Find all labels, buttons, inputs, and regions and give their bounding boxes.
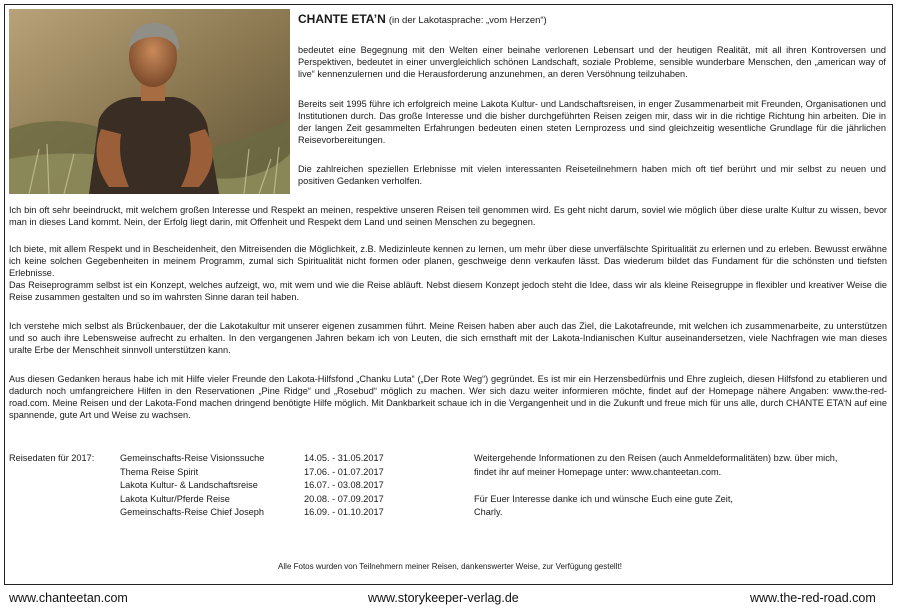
trip-date: 14.05. - 31.05.2017 xyxy=(304,453,384,463)
info-thanks-line: Für Euer Interesse danke ich und wünsche Euch eine gute Zeit, xyxy=(474,493,733,504)
trip-name: Gemeinschafts-Reise Visionssuche xyxy=(120,453,265,463)
intro-paragraph: bedeutet eine Begegnung mit den Welten einer beinahe verlorenen Lebensart und der heutigen Realität, mit all ihren Kontroversen und Perspektiven, bedeutet in einer unvergleichlich schönen Landschaft, soziale Probleme, sensible wunderbare Menschen, den „american way of live“ kennenzulernen und die Herausforderung anzunehmen, an deren Versöhnung teilzuhaben. xyxy=(298,45,886,79)
bridge-builder-paragraph: Ich verstehe mich selbst als Brückenbauer, der die Lakotakultur mit unserer eigenen zusammen führt. Meine Reisen haben aber auch das Ziel, die Lakotafreunde, mit welchen ich zusammenarbeite, zu unterstützen und so auch ihre Lebensweise aufrecht zu erhalten. In den vergangenen Jahren bekam ich von Leuten, die sich ernsthaft mit der Lakota-Indianischen Kultur auseinandersetzen, viele Nachfragen wie man dieses uralte Erbe der Menschheit sinnvoll unterstützen kann. xyxy=(9,321,887,355)
offer-paragraph-part-1: Ich biete, mit allem Respekt und in Bescheidenheit, den Mitreisenden die Möglichkeit, z.B. Medizinleute kennen zu lernen, um mehr über diese unverfälschte Spiritualität zu erlernen und zu erleben. Bewusst erwähne ich keine solchen Gegebenheiten in meinem Programm, zumal sich Spiritualität nicht formen oder planen, geschweige denn verkaufen lässt. Das wiederum bildet das Fundament für die schönsten und tiefsten Erlebnisse. xyxy=(9,244,887,278)
trip-date: 17.06. - 01.07.2017 xyxy=(304,466,384,477)
trip-name: Lakota Kultur- & Landschaftsreise xyxy=(120,480,258,491)
offer-paragraph-part-2: Das Reiseprogramm selbst ist ein Konzept, welches aufzeigt, wo, mit wem und wie die Reise abläuft. Nebst diesem Konzept jedoch steht die Idee, dass wir als kleine Reisegruppe in flexibler und kreativer Weise die Reise zusammen gestalten und so im wahrsten Sinne daran teil haben. xyxy=(9,280,887,302)
experiences-paragraph: Die zahlreichen speziellen Erlebnisse mit vielen interessanten Reiseteilnehmern haben mich oft tief berührt und mir selbst zu neuen und positiven Gedanken verholfen. xyxy=(298,164,886,186)
respect-paragraph: Ich bin oft sehr beeindruckt, mit welchem großen Interesse und Respekt an meinen, respektive unseren Reisen teil genommen wird. Es geht nicht darum, soviel wie möglich über diese uralte Kultur zu wissen, bevor man in dieses Land kommt. Nein, der Erfolg liegt darin, mit Offenheit und Respekt dem Land und seinen Menschen zu begegnen. xyxy=(9,205,887,227)
page-title xyxy=(298,12,547,26)
travel-dates-label: Reisedaten für 2017: xyxy=(9,453,95,463)
title-subtitle: (in der Lakotasprache: „vom Herzen“) xyxy=(388,15,547,26)
fund-paragraph: Aus diesen Gedanken heraus habe ich mit Hilfe vieler Freunde den Lakota-Hilfsfond „Chanku Luta“ („Der Rote Weg“) gegründet. Es ist mir ein Herzensbedürfnis und Ehre zugleich, diesen Hilfsfond zu etablieren und dadurch noch umfangreichere Hilfen in den Reservationen „Pine Ridge“ und „Rosebud“ möglich zu machen. Wer sich dazu weiter informieren möchte, findet auf der Homepage nähere Angaben: www.the-red-road.com. Meine Reisen und der Lakota-Fond machen dringend benötigte Hilfe möglich. Mit Dankbarkeit schaue ich in die Vergangenheit und in die Zukunft und freue mich für uns alle, durch CHANTE ETA’N auf eine spannende, gute Art und Weise zu wachsen. xyxy=(9,374,887,420)
title-name: CHANTE ETA’N xyxy=(298,12,386,26)
trip-name: Lakota Kultur/Pferde Reise xyxy=(120,493,230,504)
contact-info xyxy=(474,452,889,520)
footer-link-storykeeper[interactable]: www.storykeeper-verlag.de xyxy=(368,591,519,605)
portrait-photo-image xyxy=(9,9,290,194)
trip-name: Thema Reise Spirit xyxy=(120,466,199,477)
info-line: Weitergehende Informationen zu den Reisen (auch Anmeldeformalitäten) bzw. über mich, xyxy=(474,453,838,463)
footer-link-red-road[interactable]: www.the-red-road.com xyxy=(750,591,876,605)
portrait-photo xyxy=(9,9,290,194)
trip-date: 16.07. - 03.08.2017 xyxy=(304,480,384,491)
offer-paragraph xyxy=(9,243,887,303)
trip-name: Gemeinschafts-Reise Chief Joseph xyxy=(120,507,265,518)
trip-date: 20.08. - 07.09.2017 xyxy=(304,493,384,504)
info-signature: Charly. xyxy=(474,507,503,518)
info-homepage-line[interactable]: findet ihr auf meiner Homepage unter: www.chanteetan.com. xyxy=(474,466,722,477)
trip-date: 16.09. - 01.10.2017 xyxy=(304,507,384,518)
photo-credit: Alle Fotos wurden von Teilnehmern meiner Reisen, dankenswerter Weise, zur Verfügung gestellt! xyxy=(278,562,622,571)
footer-link-chanteetan[interactable]: www.chanteetan.com xyxy=(9,591,128,605)
history-paragraph: Bereits seit 1995 führe ich erfolgreich meine Lakota Kultur- und Landschaftsreisen, in enger Zusammenarbeit mit Freunden, Organisationen und Institutionen durch. Das große Interesse und die bisher durchgeführten Reisen zeigen mir, dass wir in die richtige Richtung hin arbeiten. Die in der langen Zeit gesammelten Erfahrungen bedeuten einen steten Lernprozess und sind gleichzeitig wesentliche Grundlage für die jährlichen Reisevorbereitungen. xyxy=(298,99,886,145)
